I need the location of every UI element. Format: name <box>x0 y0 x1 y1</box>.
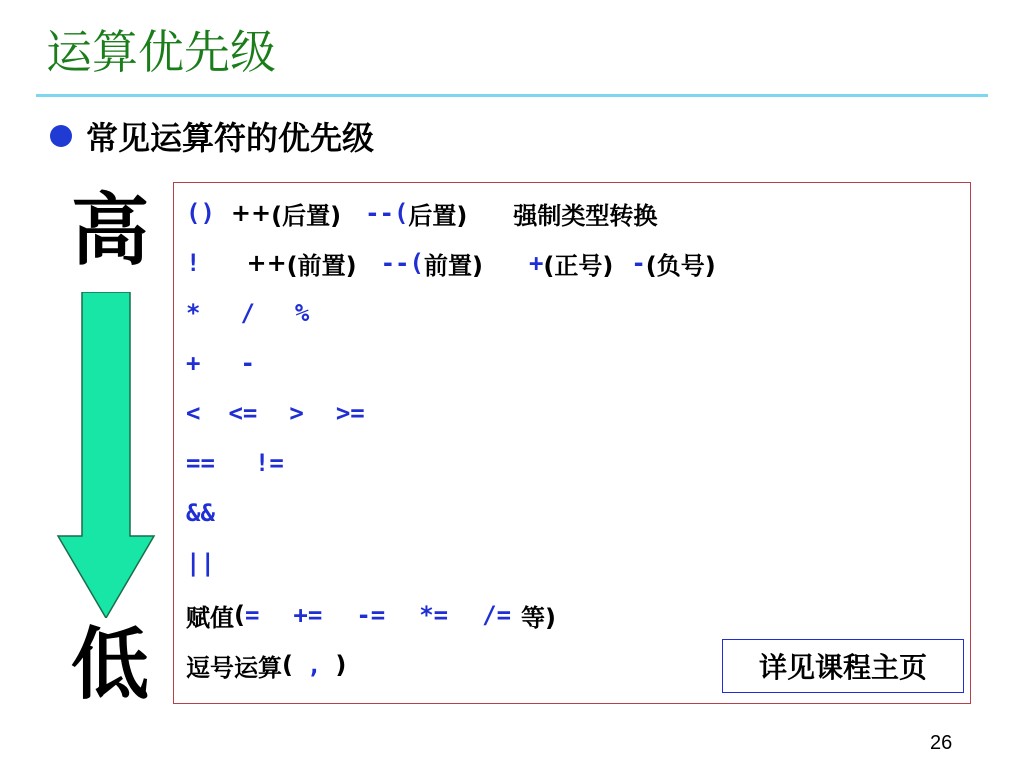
operator-symbol: % <box>294 299 310 327</box>
operator-row <box>186 645 346 685</box>
operator-description: 前置) <box>423 251 483 280</box>
operator-symbol: / <box>240 299 255 327</box>
operator-row <box>186 243 716 283</box>
operator-symbol: < <box>186 399 201 427</box>
page-number: 26 <box>930 732 953 754</box>
operator-description: ) <box>335 651 347 679</box>
operator-row <box>186 493 215 533</box>
operator-description: ++ <box>246 249 287 277</box>
bullet-text: 常见运算符的优先级 <box>86 119 375 157</box>
operator-row <box>186 193 657 233</box>
operator-symbol: <= <box>228 399 258 427</box>
operator-description: (正号) <box>543 251 614 280</box>
operator-precedence-table <box>173 182 971 704</box>
course-homepage-button[interactable]: 详见课程主页 <box>722 639 964 693</box>
operator-symbol: () <box>186 199 215 227</box>
operator-symbol: /= <box>482 601 512 629</box>
operator-symbol: != <box>254 449 284 477</box>
operator-row <box>186 543 215 583</box>
operator-description: (前置) <box>286 251 357 280</box>
operator-symbol: += <box>293 601 323 629</box>
operator-symbol: ! <box>186 249 201 277</box>
operator-symbol: == <box>186 449 215 477</box>
operator-description: ( <box>282 651 293 679</box>
title-divider <box>36 94 988 97</box>
operator-description: (后置) <box>271 201 342 230</box>
operator-symbol: - <box>631 249 646 277</box>
operator-row <box>186 293 309 333</box>
operator-symbol: *= <box>419 601 449 629</box>
operator-symbol: + <box>186 349 201 377</box>
operator-symbol: , <box>306 651 322 679</box>
operator-description: 等) <box>521 603 557 632</box>
operator-row <box>186 393 365 433</box>
operator-symbol: --( <box>380 249 424 277</box>
low-priority-label: 低 <box>70 620 149 710</box>
operator-symbol: -= <box>356 601 386 629</box>
down-arrow-icon <box>56 292 156 618</box>
operator-symbol: + <box>528 249 544 277</box>
bullet-dot-icon <box>50 125 72 147</box>
operator-symbol: --( <box>365 199 409 227</box>
operator-symbol: || <box>186 549 215 577</box>
operator-symbol: * <box>186 299 201 327</box>
slide-title: 运算优先级 <box>46 25 276 79</box>
bullet-item <box>50 114 374 158</box>
operator-description: (负号) <box>645 251 716 280</box>
operator-row <box>186 343 255 383</box>
operator-symbol: = <box>244 601 260 629</box>
operator-description: 强制类型转换 <box>513 201 658 230</box>
operator-symbol: && <box>186 499 215 527</box>
operator-description: ++ <box>230 199 272 227</box>
operator-symbol: > <box>289 399 304 427</box>
operator-description: 逗号运算 <box>186 653 282 682</box>
operator-description: ( <box>234 601 245 629</box>
high-priority-label: 高 <box>70 186 149 276</box>
operator-description: 赋值 <box>186 603 234 632</box>
operator-row <box>186 595 556 635</box>
operator-symbol: >= <box>335 399 365 427</box>
operator-row <box>186 443 284 483</box>
operator-symbol: - <box>240 349 255 377</box>
operator-description: 后置) <box>408 201 468 230</box>
